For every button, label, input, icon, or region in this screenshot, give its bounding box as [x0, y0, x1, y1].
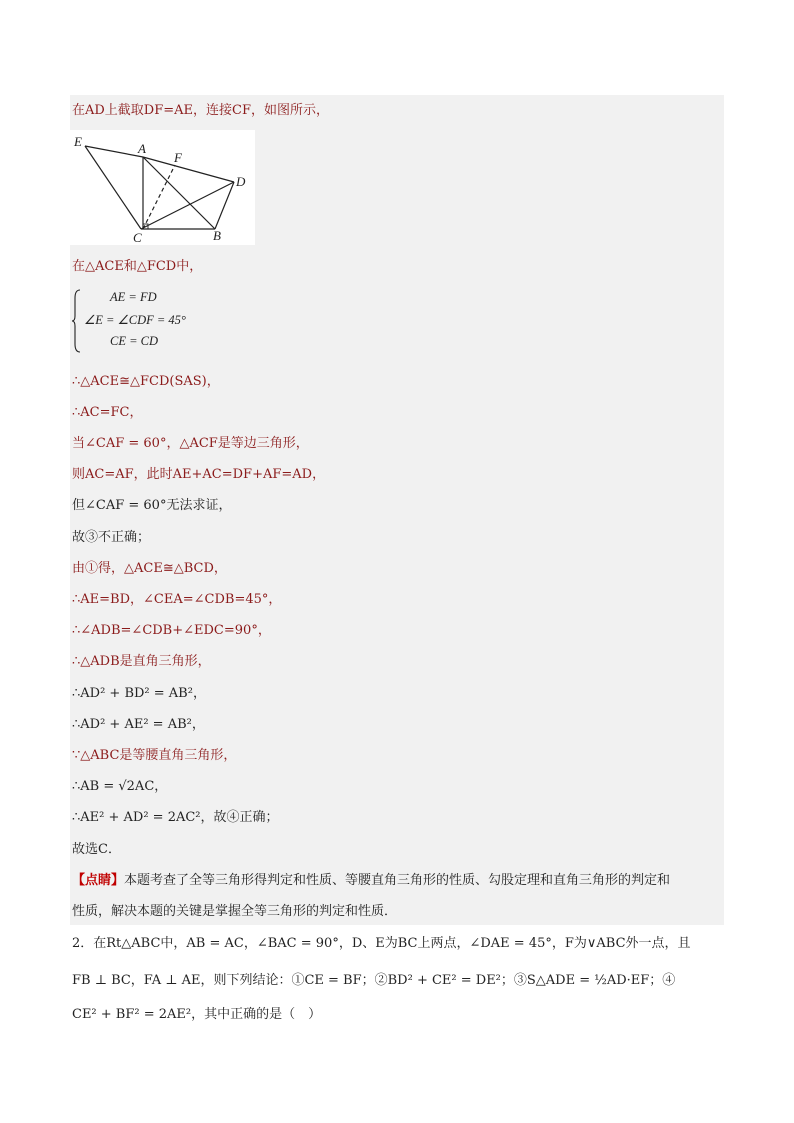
geometry-figure [70, 130, 255, 245]
solution-line-then: 则AC=AF，此时AE+AC=DF+AF=AD， [72, 467, 326, 482]
label-a: A [138, 141, 146, 156]
equation-row-3: CE = CD [110, 334, 159, 348]
question2-line3: CE² + BF² = 2AE²，其中正确的是（ ） [72, 1007, 322, 1022]
equation-row-1: AE = FD [110, 290, 157, 304]
solution-line-choose: 故选C． [72, 842, 121, 857]
solution-line-final: ∴AE² + AD² = 2AC²，故④正确； [72, 810, 279, 825]
geometry-diagram [70, 130, 255, 245]
comment-line-1 [72, 872, 670, 890]
solution-line-but: 但∠CAF = 60°无法求证， [72, 498, 232, 513]
solution-line-isosceles: ∵△ABC是等腰直角三角形， [72, 748, 237, 763]
question2-line1: 2．在Rt△ABC中，AB = AC，∠BAC = 90°，D、E为BC上两点，∠DAE = 45°，F为∨ABC外一点，且 [72, 936, 691, 951]
label-e: E [74, 134, 82, 149]
label-d: D [236, 174, 246, 189]
solution-line-intro: 在AD上截取DF=AE，连接CF，如图所示， [72, 103, 329, 118]
solution-line-when: 当∠CAF = 60°，△ACF是等边三角形， [72, 436, 309, 451]
solution-line-right-triangle: ∴△ADB是直角三角形， [72, 654, 211, 669]
label-c: C [133, 230, 142, 245]
solution-line-ab: ∴AB = √2AC， [72, 779, 168, 794]
solution-line-congruent: ∴△ACE≅△FCD(SAS)， [72, 374, 220, 389]
solution-line-ae-bd: ∴AE=BD，∠CEA=∠CDB=45°， [72, 592, 282, 607]
solution-line-from-1: 由①得，△ACE≅△BCD， [72, 561, 227, 576]
solution-line-pyth1: ∴AD² + BD² = AB²， [72, 686, 206, 701]
equation-system [72, 288, 202, 354]
question2-line2: FB ⊥ BC，FA ⊥ AE，则下列结论：①CE = BF；②BD² + CE² = DE²；③S△ADE = ½AD·EF；④ [72, 973, 676, 988]
solution-line-ac-fc: ∴AC=FC， [72, 405, 143, 420]
comment-tag: 【点睛】 [72, 873, 125, 888]
label-f: F [174, 150, 182, 165]
comment-text-1: 本题考查了全等三角形得判定和性质、等腰直角三角形的性质、勾股定理和直角三角形的判定和 [124, 873, 671, 888]
equation-row-2: ∠E = ∠CDF = 45° [84, 313, 186, 327]
comment-line-2: 性质，解决本题的关键是掌握全等三角形的判定和性质． [72, 904, 398, 919]
label-b: B [213, 228, 221, 243]
solution-line-not-correct-3: 故③不正确； [72, 530, 151, 545]
solution-line-in-triangles: 在△ACE和△FCD中， [72, 259, 203, 274]
solution-line-pyth2: ∴AD² + AE² = AB²， [72, 717, 205, 732]
solution-line-adb: ∴∠ADB=∠CDB+∠EDC=90°， [72, 623, 271, 638]
brace-icon [72, 288, 82, 354]
